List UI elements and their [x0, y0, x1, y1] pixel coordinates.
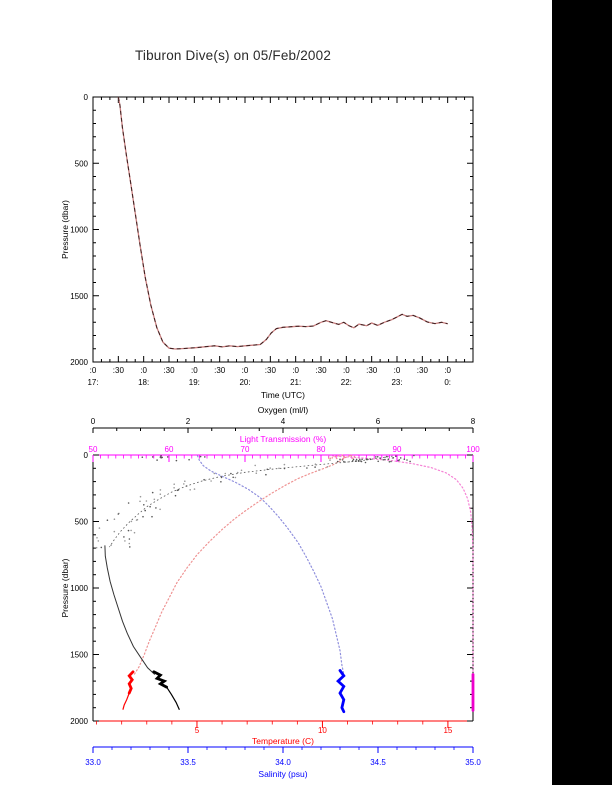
- time-minute-tick-label: :30: [163, 366, 175, 375]
- pressure-tick-label: 1000: [70, 584, 88, 593]
- time-minute-tick-label: :0: [342, 366, 350, 375]
- oxygen-tick-label: 0: [90, 417, 96, 426]
- salinity-tick-label: 34.5: [370, 758, 386, 767]
- bottom-plot: [60, 405, 481, 779]
- transmission-tick-label: 100: [466, 445, 480, 454]
- transmission-tick-label: 70: [240, 445, 250, 454]
- time-axis-title: Time (UTC): [260, 390, 306, 400]
- temperature-tick-label: 10: [317, 726, 327, 735]
- time-hour-tick-label: 22:: [340, 378, 352, 387]
- time-minute-tick-label: :30: [264, 366, 276, 375]
- oxygen-profile-upper-series: [96, 455, 402, 548]
- transmission-tick-label: 50: [88, 445, 98, 454]
- oxygen-tick-label: 2: [185, 417, 191, 426]
- dive-track-black: [118, 97, 447, 349]
- top-plot-frame: [93, 97, 473, 362]
- oxygen-tick-label: 4: [280, 417, 286, 426]
- time-hour-tick-label: 20:: [239, 378, 251, 387]
- oxygen-axis-title: Oxygen (ml/l): [257, 405, 309, 415]
- pressure-tick-label: 500: [74, 517, 88, 527]
- time-hour-tick-label: 0:: [444, 378, 452, 387]
- salinity-tick-label: 33.0: [85, 758, 101, 767]
- time-minute-tick-label: :30: [315, 366, 327, 375]
- time-minute-tick-label: :0: [241, 366, 249, 375]
- top-plot: [60, 93, 473, 400]
- oxygen-tick-label: 8: [470, 417, 476, 426]
- scan-border-strip: [552, 0, 612, 785]
- dive-track-red: [118, 97, 447, 349]
- time-minute-tick-label: :0: [292, 366, 300, 375]
- time-minute-tick-label: :0: [190, 366, 198, 375]
- transmission-tick-label: 90: [392, 445, 402, 454]
- salinity-axis-title: Salinity (psu): [258, 769, 308, 779]
- oxygen-profile-deep-deep-tail: [167, 687, 180, 710]
- oxygen-tick-label: 6: [375, 417, 381, 426]
- time-hour-tick-label: 21:: [290, 378, 302, 387]
- time-minute-tick-label: :30: [214, 366, 226, 375]
- transmission-profile-series: [329, 456, 473, 711]
- time-hour-tick-label: 23:: [391, 378, 403, 387]
- temperature-tick-label: 5: [194, 726, 200, 735]
- pressure-tick-label: 1500: [70, 291, 88, 301]
- oxygen-profile-deep-deep-cluster: [154, 672, 167, 687]
- time-minute-tick-label: :30: [416, 366, 428, 375]
- pressure-tick-label: 0: [83, 451, 88, 460]
- temperature-profile-deep-tail: [123, 693, 129, 710]
- salinity-tick-label: 33.5: [180, 758, 196, 767]
- temperature-axis-title: Temperature (C): [252, 736, 314, 746]
- salinity-tick-label: 34.0: [275, 758, 291, 767]
- time-minute-tick-label: :30: [112, 366, 124, 375]
- time-hour-tick-label: 17:: [87, 378, 99, 387]
- time-hour-tick-label: 18:: [138, 378, 150, 387]
- time-minute-tick-label: :0: [393, 366, 401, 375]
- salinity-tick-label: 35.0: [465, 758, 481, 767]
- time-hour-tick-label: 19:: [188, 378, 200, 387]
- temperature-profile-deep-cluster: [129, 672, 133, 693]
- dive-track-series: [118, 97, 447, 349]
- time-minute-tick-label: :0: [140, 366, 148, 375]
- time-minute-tick-label: :0: [89, 366, 97, 375]
- time-minute-tick-label: :30: [366, 366, 378, 375]
- transmission-axis-title: Light Transmission (%): [239, 434, 327, 444]
- pressure-tick-label: 2000: [70, 717, 88, 726]
- pressure-tick-label: 2000: [70, 358, 88, 367]
- pressure-tick-label: 500: [74, 159, 88, 169]
- pressure-tick-label: 1500: [70, 650, 88, 660]
- oxygen-profile-deep-series: [105, 545, 179, 709]
- plot-title: Tiburon Dive(s) on 05/Feb/2002: [134, 48, 332, 63]
- pressure-axis-title: Pressure (dbar): [60, 558, 70, 618]
- temperature-profile-series: [123, 456, 350, 710]
- pressure-tick-label: 0: [83, 93, 88, 102]
- pressure-tick-label: 1000: [70, 225, 88, 235]
- time-minute-tick-label: :0: [444, 366, 452, 375]
- transmission-tick-label: 60: [164, 445, 174, 454]
- salinity-profile-deep-cluster: [338, 671, 344, 712]
- pressure-axis-title: Pressure (dbar): [60, 199, 70, 260]
- temperature-tick-label: 15: [443, 726, 453, 735]
- transmission-tick-label: 80: [316, 445, 326, 454]
